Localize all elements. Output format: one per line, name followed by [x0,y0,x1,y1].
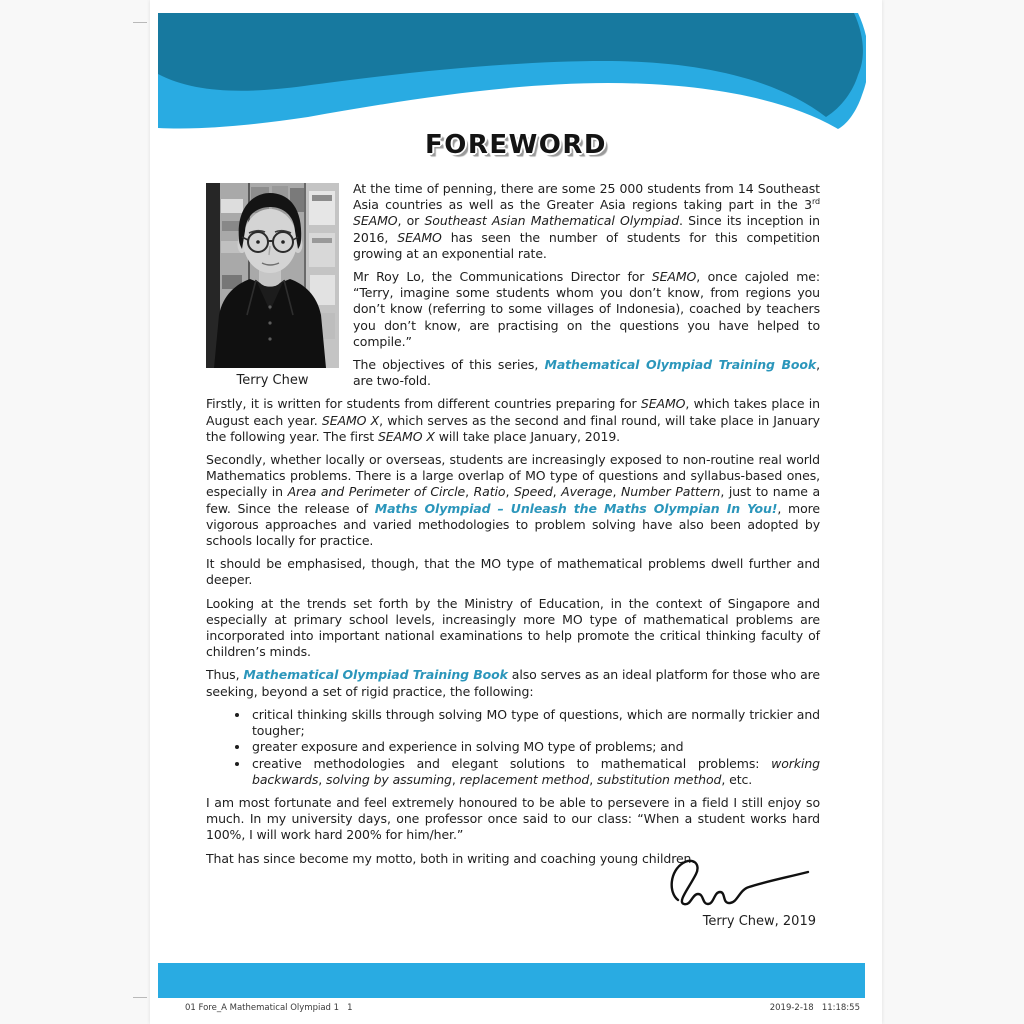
author-portrait-image [206,183,339,368]
paragraph: Firstly, it is written for students from different countries preparing for SEAMO, which takes place in August each year. SEAMO X, which serves as the second and final round, will take place in January the following year. The first SEAMO X will take place January, 2019. [206,396,820,444]
header-wave-graphic [158,13,866,129]
bullet-list [206,707,820,788]
author-photo [206,183,339,389]
author-photo-caption: Terry Chew [236,373,309,388]
paragraph: That has since become my motto, both in writing and coaching young children. [206,850,696,866]
paragraph: At the time of penning, there are some 25 000 students from 14 Southeast Asia countries as well as the Greater Asia regions taking part in the 3rd SEAMO, or Southeast Asian Mathematical Olympiad. Since its inception in 2016, SEAMO has seen the number of students for this competition growing at an exponential rate. [353,181,820,261]
paragraph: Mr Roy Lo, the Communications Director for SEAMO, once cajoled me: “Terry, imagine some students whom you don’t know, from regions you don’t know (referring to some villages of Indonesia), coached by teachers you don’t know, are practising on the questions you have helped to compile.” [353,269,820,349]
crop-mark [133,22,147,23]
imprint-left: 01 Fore_A Mathematical Olympiad 1 1 [185,1003,353,1013]
signature-name: Terry Chew, 2019 [702,914,816,929]
paragraph: I am most fortunate and feel extremely honoured to be able to persevere in a field I still enjoy so much. In my university days, one professor once said to our class: “When a student works hard 100%, I will work hard 200% for him/her.” [206,794,820,843]
paragraph: Thus, Mathematical Olympiad Training Book also serves as an ideal platform for those who are seeking, beyond a set of rigid practice, the following: [206,667,820,699]
paragraph: Secondly, whether locally or overseas, students are increasingly exposed to non-routine real world Mathematics problems. There is a large overlap of MO type of questions and syllabus-based ones, especially in Area and Perimeter of Circle, Ratio, Speed, Average, Number Pattern, just to name a few. Since the release of Maths Olympiad – Unleash the Maths Olympian In You!, more vigorous approaches and varied methodologies to problem solving have also been adopted by schools locally for practice. [206,452,821,549]
paragraph: Looking at the trends set forth by the Ministry of Education, in the context of Singapore and especially at primary school levels, increasingly more MO type of mathematical problems are incorporated into important national examinations to help promote the critical thinking faculty of children’s minds. [206,595,820,660]
foreword-body [206,181,820,874]
book-page [150,0,882,1024]
imprint-right: 2019-2-18 11:18:55 [769,1003,860,1013]
handwritten-signature [662,856,812,908]
page-title: FOREWORD [424,130,608,160]
signature-block [662,856,816,929]
bullet-item: • greater exposure and experience in solving MO type of problems; and [250,739,820,755]
paragraph: The objectives of this series, Mathematical Olympiad Training Book, are two-fold. [353,357,820,389]
bullet-item: • critical thinking skills through solving MO type of questions, which are normally trickier and tougher; [250,707,820,739]
crop-mark [133,997,147,998]
paragraph: It should be emphasised, though, that the MO type of mathematical problems dwell further and deeper. [206,556,820,588]
bullet-item: • creative methodologies and elegant solutions to mathematical problems: working backwards, solving by assuming, replacement method, substitution method, etc. [250,756,820,788]
footer-bar [158,963,865,998]
